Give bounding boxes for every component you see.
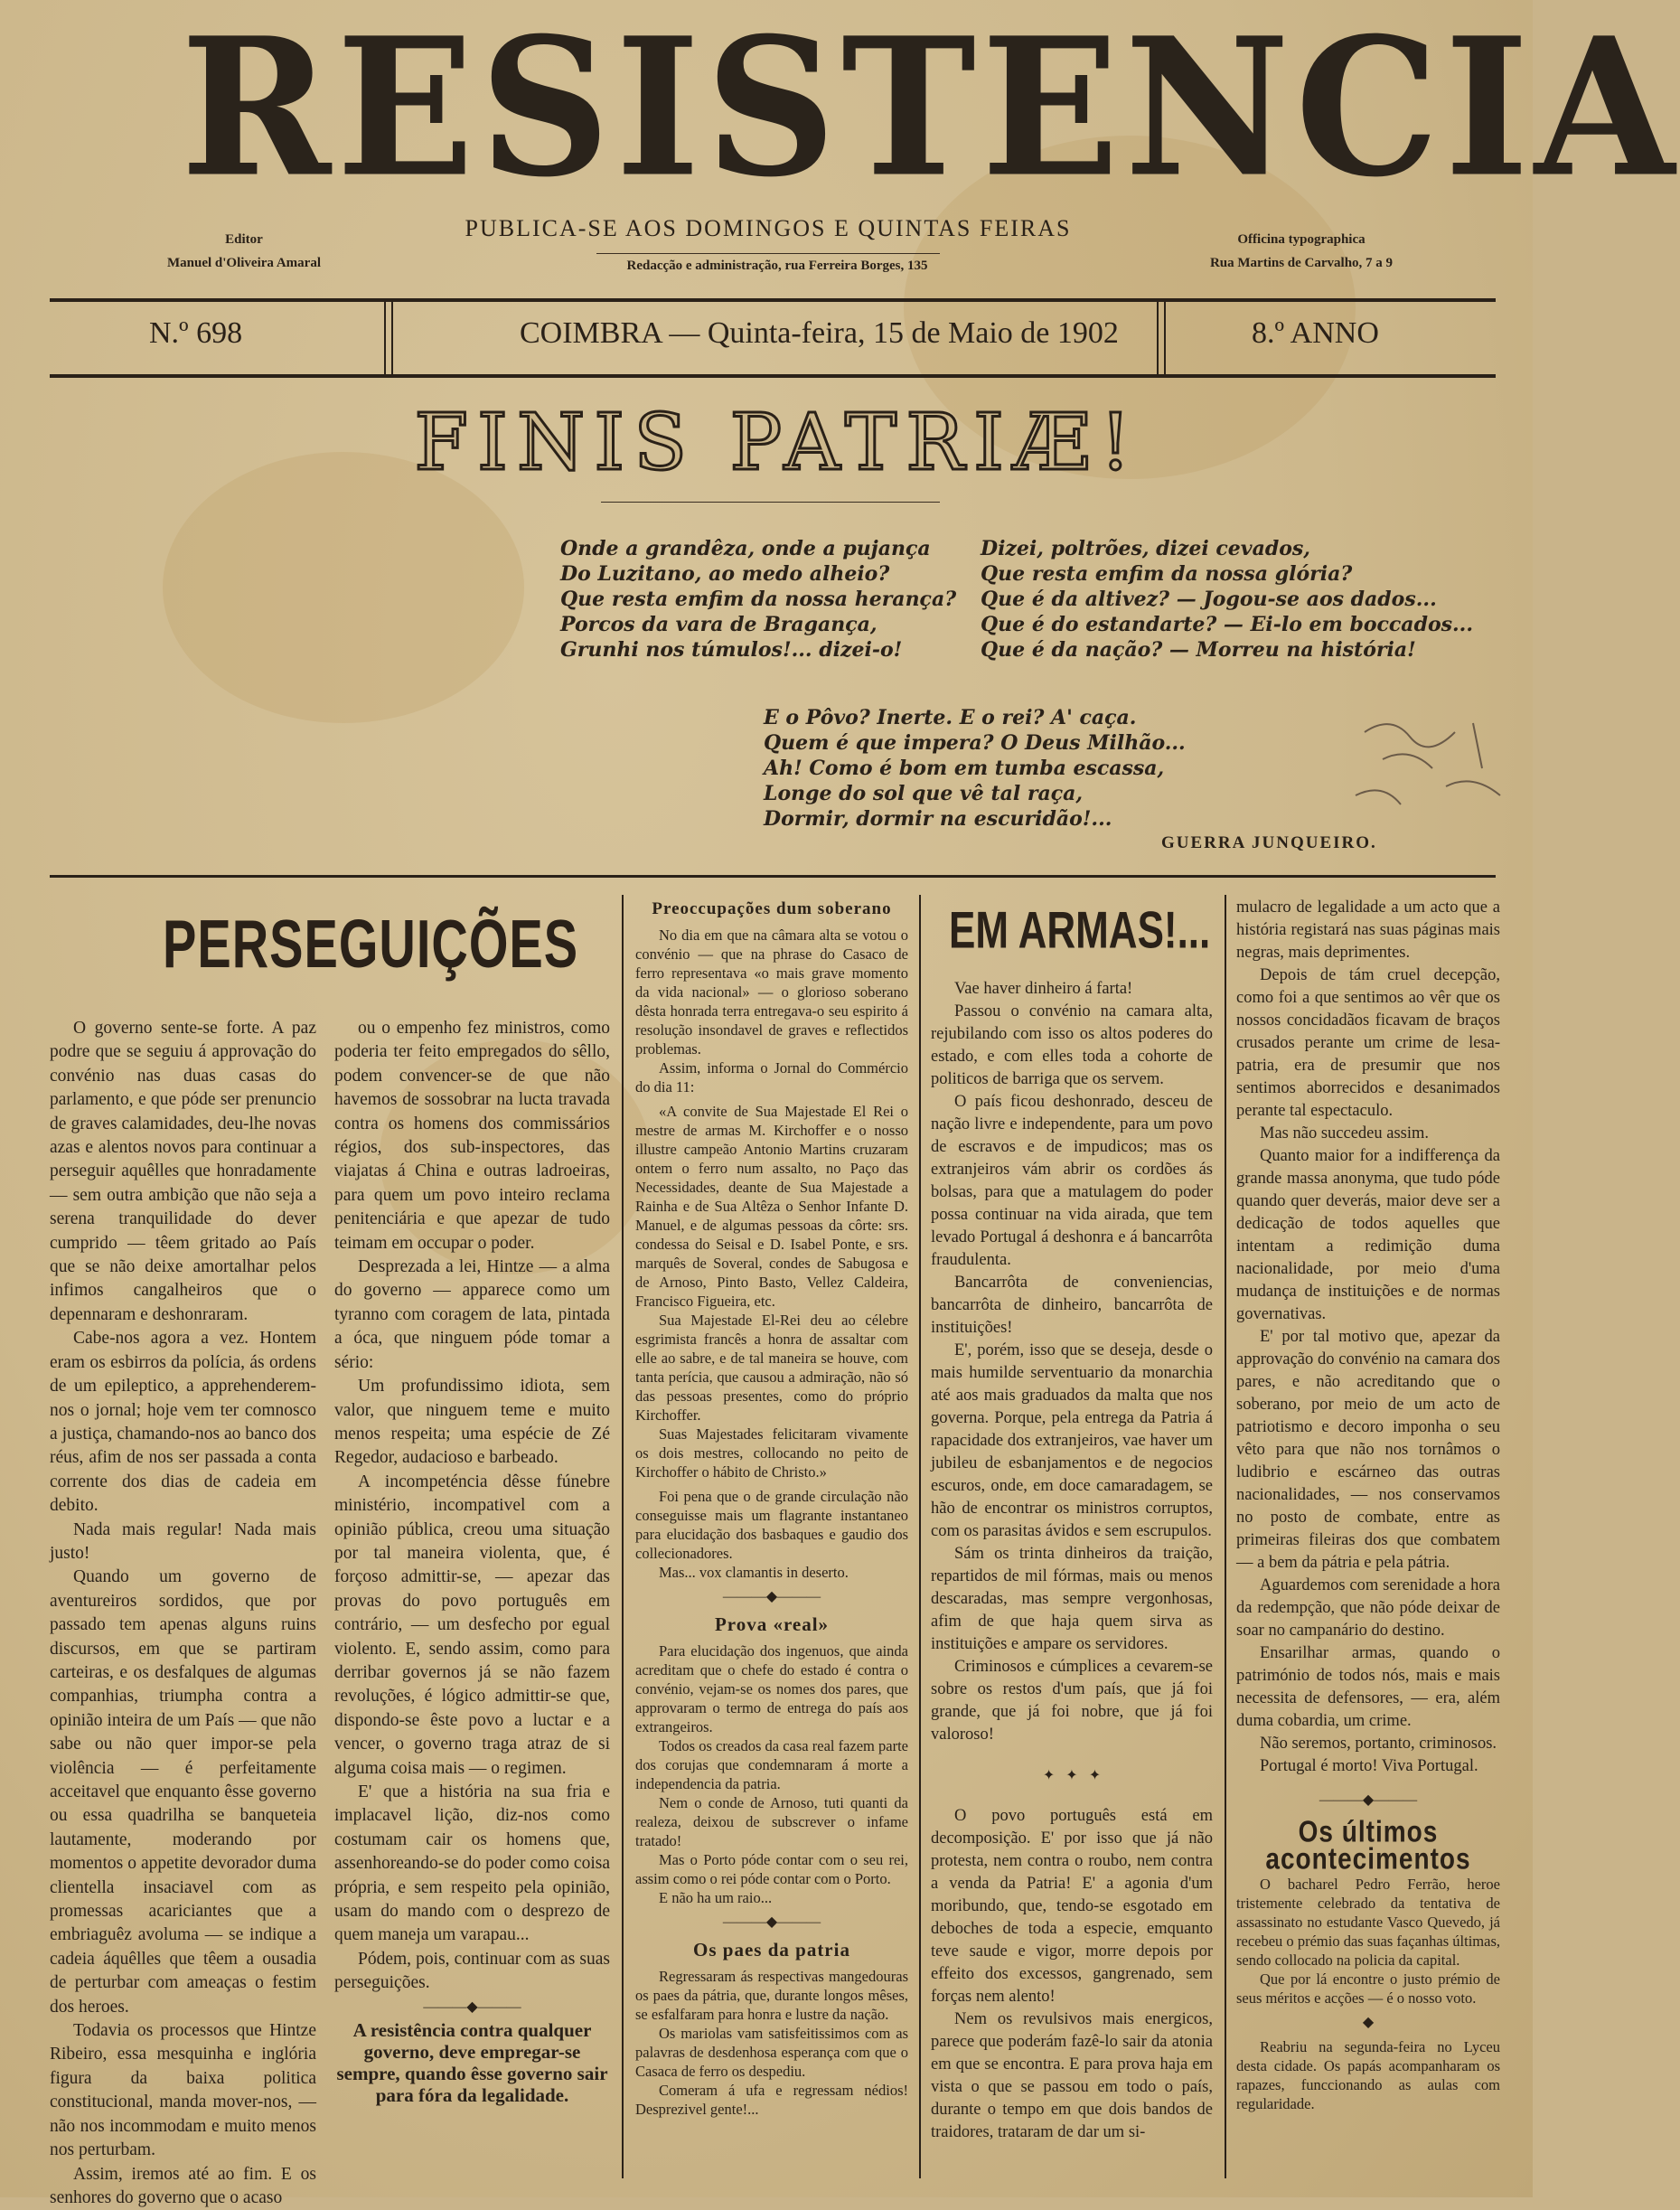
- poem-stanza-2: [981, 536, 1473, 663]
- perseguicoes-column-2: [334, 1017, 610, 2106]
- poem-line: Que resta emfim da nossa glória?: [981, 561, 1473, 587]
- poem-line: Quem é que impera? O Deus Milhão...: [764, 730, 1186, 756]
- paragraph: Todos os creados da casa real fazem parte dos corujas que condemnaram á morte a independencia da patria.: [635, 1736, 908, 1793]
- year-number: 8.º ANNO: [1252, 316, 1379, 351]
- prova-real-headline: Prova «real»: [635, 1615, 908, 1634]
- ultimos-body: [1236, 1875, 1500, 2113]
- divider: [1157, 302, 1166, 374]
- editor-label: Editor: [136, 228, 352, 251]
- paragraph: Foi pena que o de grande circulação não conseguisse mais um flagrante instantaneo para elucidação dos basbaques e gaudio dos collecionadores.: [635, 1487, 908, 1563]
- poem-line: Que é da altivez? — Jogou-se aos dados...: [981, 587, 1473, 612]
- paragraph: O povo português está em decomposição. E' por isso que já não protesta, nem contra o roubo, nem contra a venda da Patria! E' a agonia d'um moribundo, que, tendo-se esgotado em deboches de toda a especie, emquanto teve saude e vigor, morre depois por effeito dos excessos, gangrenado, sem forças nem alento!: [931, 1805, 1213, 2008]
- paragraph: Sám os trinta dinheiros da traição, repartidos de mil fórmas, mais ou menos descaradas, mas sempre vergonhosas, afim de que haja quem sirva as instituições e ampare os servidores.: [931, 1543, 1213, 1656]
- paragraph: No dia em que na câmara alta se votou o convénio — que na phrase do Casaco de ferro representava «o mais grave momento da vida nacional» — o glorioso soberano dêsta honrada terra entregava-o seu espirito á resolução insondavel de graves e reflectidos problemas.: [635, 926, 908, 1058]
- issue-number: N.º 698: [149, 316, 242, 351]
- banner-text: FINIS PATRIÆ!: [414, 398, 1140, 488]
- paragraph: Um profundissimo idiota, sem valor, que ninguem teme e muito menos respeita; uma espécie de Zé Regedor, audacioso e barbeado.: [334, 1375, 610, 1471]
- paragraph: E' por tal motivo que, apezar da approvação do convénio na camara dos pares, e não acreditando que o soberano, por meio de um acto de patriotismo e decoro imponha o seu vêto para que não nos tornâmos o ludibrio e escárneo das outras nacionalidades, — nos conservamos no posto de combate, entre as primeiras fileiras dos que combatem — a bem da pátria e pela pátria.: [1236, 1326, 1500, 1575]
- paragraph: Nem os revulsivos mais energicos, parece que poderám fazê-lo sair da atonia em que se encontra. E para prova haja em vista o que se passou em todo o país, durante o tempo em que dois bandos de traidores, trataram de dar um si-: [931, 2008, 1213, 2144]
- officina-address: Rua Martins de Carvalho, 7 a 9: [1175, 251, 1428, 275]
- column-rule: [1225, 895, 1226, 2178]
- paragraph: Para elucidação dos ingenuos, que ainda acreditam que o chefe do estado é contra o convénio, vejam-se os nomes dos pares, que approvaram o termo de entrega do país aos extrangeiros.: [635, 1641, 908, 1736]
- officina-label: Officina typographica: [1175, 228, 1428, 251]
- pencil-annotation: [1347, 696, 1518, 841]
- redaccao-address: Redacção e administração, rua Ferreira Borges, 135: [506, 259, 1048, 274]
- paragraph: O governo sente-se forte. A paz podre que se seguiu á approvação do convénio nas duas casas do parlamento, e que póde ser prenuncio de graves calamidades, deu-lhe novas azas e alentos novos para continuar a perseguir aquêlles que honradamente — sem outra ambição que não seja a serena tranquilidade do dever cumprido — têem gritado ao País que se não deixe amortalhar pelos infimos cangalheiros que o depennaram e deshonraram.: [50, 1017, 316, 1327]
- paragraph: Que por lá encontre o justo prémio de seus méritos e acções — é o nosso voto.: [1236, 1970, 1500, 2008]
- paragraph: Quanto maior for a indifferença da grande massa anonyma, que tudo póde quando quer deverás, maior deve ser a dedicação de todos aquelles que intentam a redimição duma nacionalidade, por meio d'uma mudança de instituições e de normas governativas.: [1236, 1145, 1500, 1326]
- quote-paragraph: Sua Majestade El-Rei deu ao célebre esgrimista francês a honra de assaltar com elle ao sabre, e de tal maneira se houve, com tanta perícia, que causou a admiração, não só das pessoas presentes, como do próprio Kirchoffer.: [635, 1311, 908, 1425]
- officina-box: [1175, 228, 1428, 275]
- editor-name: Manuel d'Oliveira Amaral: [136, 251, 352, 275]
- paragraph: Nada mais regular! Nada mais justo!: [50, 1519, 316, 1566]
- newspaper-title: RESISTENCIA: [181, 14, 1356, 203]
- place-date: COIMBRA — Quinta-feira, 15 de Maio de 1902: [520, 316, 1119, 351]
- column-5: [1236, 897, 1500, 2113]
- perseguicoes-column-1: [50, 1017, 316, 2210]
- paragraph: Todavia os processos que Hintze Ribeiro, essa mesquinha e inglória figura da baixa politica constitucional, manda mover-nos, — não nos incommodam e muito menos nos perturbam.: [50, 2019, 316, 2162]
- poem-line: Que é da nação? — Morreu na história!: [981, 637, 1473, 663]
- quote-paragraph: «A convite de Sua Majestade El Rei o mestre de armas M. Kirchoffer e o nosso illustre campeão Antonio Martins cruzaram ontem o ferro num assalto, no Paço das Necessidades, deante de Sua Majestade a Rainha e de Sua Altêza o Senhor Infante D. Manuel, e de algumas pessoas da côrte: srs. condessa do Seisal e D. Isabel Ponte, e srs. marquês de Soveral, condes de Sabugosa e de Arnoso, Pinto Basto, Vellez Caldeira, Francisco Figueira, etc.: [635, 1102, 908, 1311]
- quote-paragraph: Suas Majestades felicitaram vivamente os dois mestres, collocando no peito de Kirchoffer o hábito de Christo.»: [635, 1425, 908, 1481]
- paragraph: ou o empenho fez ministros, como poderia ter feito empregados do sêllo, podem convencer-se de que não havemos de sossobrar na lucta travada contra os homens dos commissários régios, dos sub-inspectores, das viajatas á China e outras ladroeiras, para quem um povo inteiro reclama penitenciária e que apezar de tudo teimam em occupar o poder.: [334, 1017, 610, 1255]
- column-rule: [622, 895, 624, 2178]
- paragraph: E', porém, isso que se deseja, desde o mais humilde serventuario da monarchia até aos mais graduados da malta que nos governa. Porque, pela entrega da Patria á rapacidade dos extranjeiros, vae haver um jubileu de esbanjamentos e de negocios escuros, onde, em doce camaradagem, se hão de encontrar os ministros corruptos, com os parasitas ávidos e sem escrupulos.: [931, 1340, 1213, 1543]
- poem-line: Dormir, dormir na escuridão!...: [764, 806, 1186, 832]
- paragraph: Vae haver dinheiro á farta!: [931, 978, 1213, 1001]
- em-armas-column: [931, 978, 1213, 2144]
- poem-line: Que é do estandarte? — Ei-lo em boccados...: [981, 612, 1473, 637]
- ornament: ✦ ✦ ✦: [931, 1764, 1213, 1787]
- paragraph: E' que a história na sua fria e implacavel lição, diz-nos como costumam cair os homens que, assenhoreando-se do poder como coisa própria, e sem respeito pela opinião, usam do mando com o desprezo de quem maneja um varapau...: [334, 1781, 610, 1948]
- paragraph: Aguardemos com serenidade a hora da redempção, que não póde deixar de soar no campanário do destino.: [1236, 1575, 1500, 1642]
- paragraph: Não seremos, portanto, criminosos.: [1236, 1733, 1500, 1755]
- paragraph: Regressaram ás respectivas mangedouras os paes da pátria, que, durante longos mêses, se esfalfaram para honra e lustre da nação.: [635, 1967, 908, 2024]
- paper-stain: [163, 452, 524, 723]
- paragraph: O bacharel Pedro Ferrão, heroe tristemente celebrado da tentativa de assassinato no estudante Vasco Quevedo, já recebeu o prémio das suas façanhas últimas, sendo collocado na policia da capital.: [1236, 1875, 1500, 1970]
- motto: A resistência contra qualquer governo, deve empregar-se sempre, quando êsse governo sair para fóra da legalidade.: [334, 2019, 610, 2106]
- paragraph: O país ficou deshonrado, desceu de nação livre e independente, para um povo de escravos e de impudicos; mas os extranjeiros vám abrir os cordões ás bolsas, para que a matulagem do poder possa continuar na vida airada, que tem levado Portugal á deshonra e á bancarrôta fraudulenta.: [931, 1091, 1213, 1272]
- ornament-rule: [601, 502, 940, 503]
- paragraph: Cabe-nos agora a vez. Hontem eram os esbirros da polícia, ás ordens de um epileptico, a apprehenderem-nos o jornal; hoje vem ter comnosco a justiça, chamando-nos ao banco dos réus, afim de nos ser passada a conta corrente dos dias de cadeia em debito.: [50, 1327, 316, 1518]
- poem-line: E o Pôvo? Inerte. E o rei? A' caça.: [764, 705, 1186, 730]
- poem-stanza-3: [764, 705, 1186, 832]
- section-divider: [50, 875, 1496, 878]
- paragraph: Os mariolas vam satisfeitissimos com as palavras de desdenhosa esperança com que o Casaca de ferro os despediu.: [635, 2024, 908, 2081]
- poem-line: Que resta emfim da nossa herança?: [560, 587, 956, 612]
- paragraph: Reabriu na segunda-feira no Lyceu desta cidade. Os papás acompanharam os rapazes, funccionando as aulas com regularidade.: [1236, 2037, 1500, 2113]
- paragraph: Mas o Porto póde contar com o seu rei, assim como o rei póde contar com o Porto.: [635, 1850, 908, 1888]
- column-3: [635, 899, 908, 2119]
- banner-headline: [235, 398, 1319, 488]
- poem-line: Onde a grandêza, onde a pujança: [560, 536, 956, 561]
- editor-box: [136, 228, 352, 275]
- preoccupacoes-headline: Preoccupações dum soberano: [635, 899, 908, 918]
- ornament: ———◆———: [1236, 1789, 1500, 1811]
- paragraph: Passou o convénio na camara alta, rejubilando com isso os altos poderes do estado, e com elles toda a cohorte de politicos de barriga que os servem.: [931, 1001, 1213, 1091]
- masthead: [181, 18, 1356, 226]
- divider: [596, 253, 940, 254]
- poem-author: GUERRA JUNQUEIRO.: [1161, 833, 1377, 853]
- paragraph: Depois de tám cruel decepção, como foi a que sentimos ao vêr que os nossos concidadãos ficavam de braços crusados perante um crime de lesa-patria, era de presumir que nos sentimos aborrecidos e desanimados perante tal espectaculo.: [1236, 964, 1500, 1123]
- paragraph: Mas não succedeu assim.: [1236, 1123, 1500, 1145]
- poem-line: Grunhi nos túmulos!... dizei-o!: [560, 637, 956, 663]
- poem-stanza-1: [560, 536, 956, 663]
- publication-schedule: PUBLICA-SE AOS DOMINGOS E QUINTAS FEIRAS: [461, 215, 1075, 242]
- ultimos-headline: Os últimos acontecimentos: [1236, 1818, 1500, 1872]
- em-armas-headline: EM ARMAS!...: [949, 902, 1210, 961]
- paragraph: Desprezada a lei, Hintze — a alma do governo — apparece como um tyranno com coragem de lata, pintada a óca, que ninguem póde tomar a sério:: [334, 1255, 610, 1375]
- divider: [384, 302, 393, 374]
- poem-line: Do Luzitano, ao medo alheio?: [560, 561, 956, 587]
- paragraph: E não ha um raio...: [635, 1888, 908, 1907]
- perseguicoes-headline: PERSEGUIÇÕES: [163, 904, 578, 983]
- paragraph: mulacro de legalidade a um acto que a história registará nas suas páginas mais negras, mais deprimentes.: [1236, 897, 1500, 964]
- ornament: ———◆———: [635, 1913, 908, 1932]
- poem-line: Porcos da vara de Bragança,: [560, 612, 956, 637]
- paragraph: Ensarilhar armas, quando o património de todos nós, mais e mais necessita de defensores, — era, além duma cobardia, um crime.: [1236, 1642, 1500, 1733]
- paragraph: A incompeténcia dêsse fúnebre ministério, incompativel com a opinião pública, creou uma situação por tal maneira violenta, que, é forçoso admittir-se, — apezar das provas do povo português em contrário, — um desfecho por egual violento. E, sendo assim, como para derribar governos já se não fazem revoluções, é lógico admittir-se que, dispondo-se êste povo a luctar e a vencer, o governo traga atraz de si alguma coisa mais — o regimen.: [334, 1471, 610, 1781]
- ornament: ———◆———: [334, 1996, 610, 2019]
- paes-patria-headline: Os paes da patria: [635, 1941, 908, 1960]
- paragraph: Assim, informa o Jornal do Commércio do dia 11:: [635, 1058, 908, 1096]
- paragraph: Pódem, pois, continuar com as suas perseguições.: [334, 1948, 610, 1996]
- poem-line: Ah! Como é bom em tumba escassa,: [764, 756, 1186, 781]
- paragraph: Assim, iremos até ao fim. E os senhores do governo que o acaso: [50, 2163, 316, 2210]
- paragraph: Portugal é morto! Viva Portugal.: [1236, 1755, 1500, 1778]
- poem-line: Longe do sol que vê tal raça,: [764, 781, 1186, 806]
- paragraph: Bancarrôta de conveniencias, bancarrôta de dinheiro, bancarrôta de instituições!: [931, 1272, 1213, 1340]
- paragraph: Quando um governo de aventureiros sordidos, que por passado tem apenas alguns ruins discursos, em que se partiram carteiras, e os desfalques de algumas companhias, triumpha contra a opinião inteira de um País — que não sabe ou não quer impor-se pela violência — é perfeitamente acceitavel que enquanto êsse governo ou essa quadrilha se banqueteia lautamente, moderando por momentos o appetite devorador duma clientella insaciavel com as promessas acariciantes que a embriaguêz avoluma — se indique a cadeia áquêlles que têem a ousadia de perturbar com ameaças o festim dos heroes.: [50, 1566, 316, 2019]
- column-rule: [919, 895, 921, 2178]
- paragraph: Criminosos e cúmplices a cevarem-se sobre os restos d'um país, que já foi grande, que já foi nobre, que já foi valoroso!: [931, 1656, 1213, 1746]
- poem-line: Dizei, poltrões, dizei cevados,: [981, 536, 1473, 561]
- ornament: ———◆———: [635, 1587, 908, 1606]
- paragraph: Nem o conde de Arnoso, tuti quanti da realeza, deixou de subscrever o infame tratado!: [635, 1793, 908, 1850]
- ornament: ◆: [1236, 2013, 1500, 2032]
- issue-strip: [50, 298, 1496, 378]
- paragraph: Mas... vox clamantis in deserto.: [635, 1563, 908, 1582]
- paragraph: Comeram á ufa e regressam nédios! Desprezivel gente!...: [635, 2081, 908, 2119]
